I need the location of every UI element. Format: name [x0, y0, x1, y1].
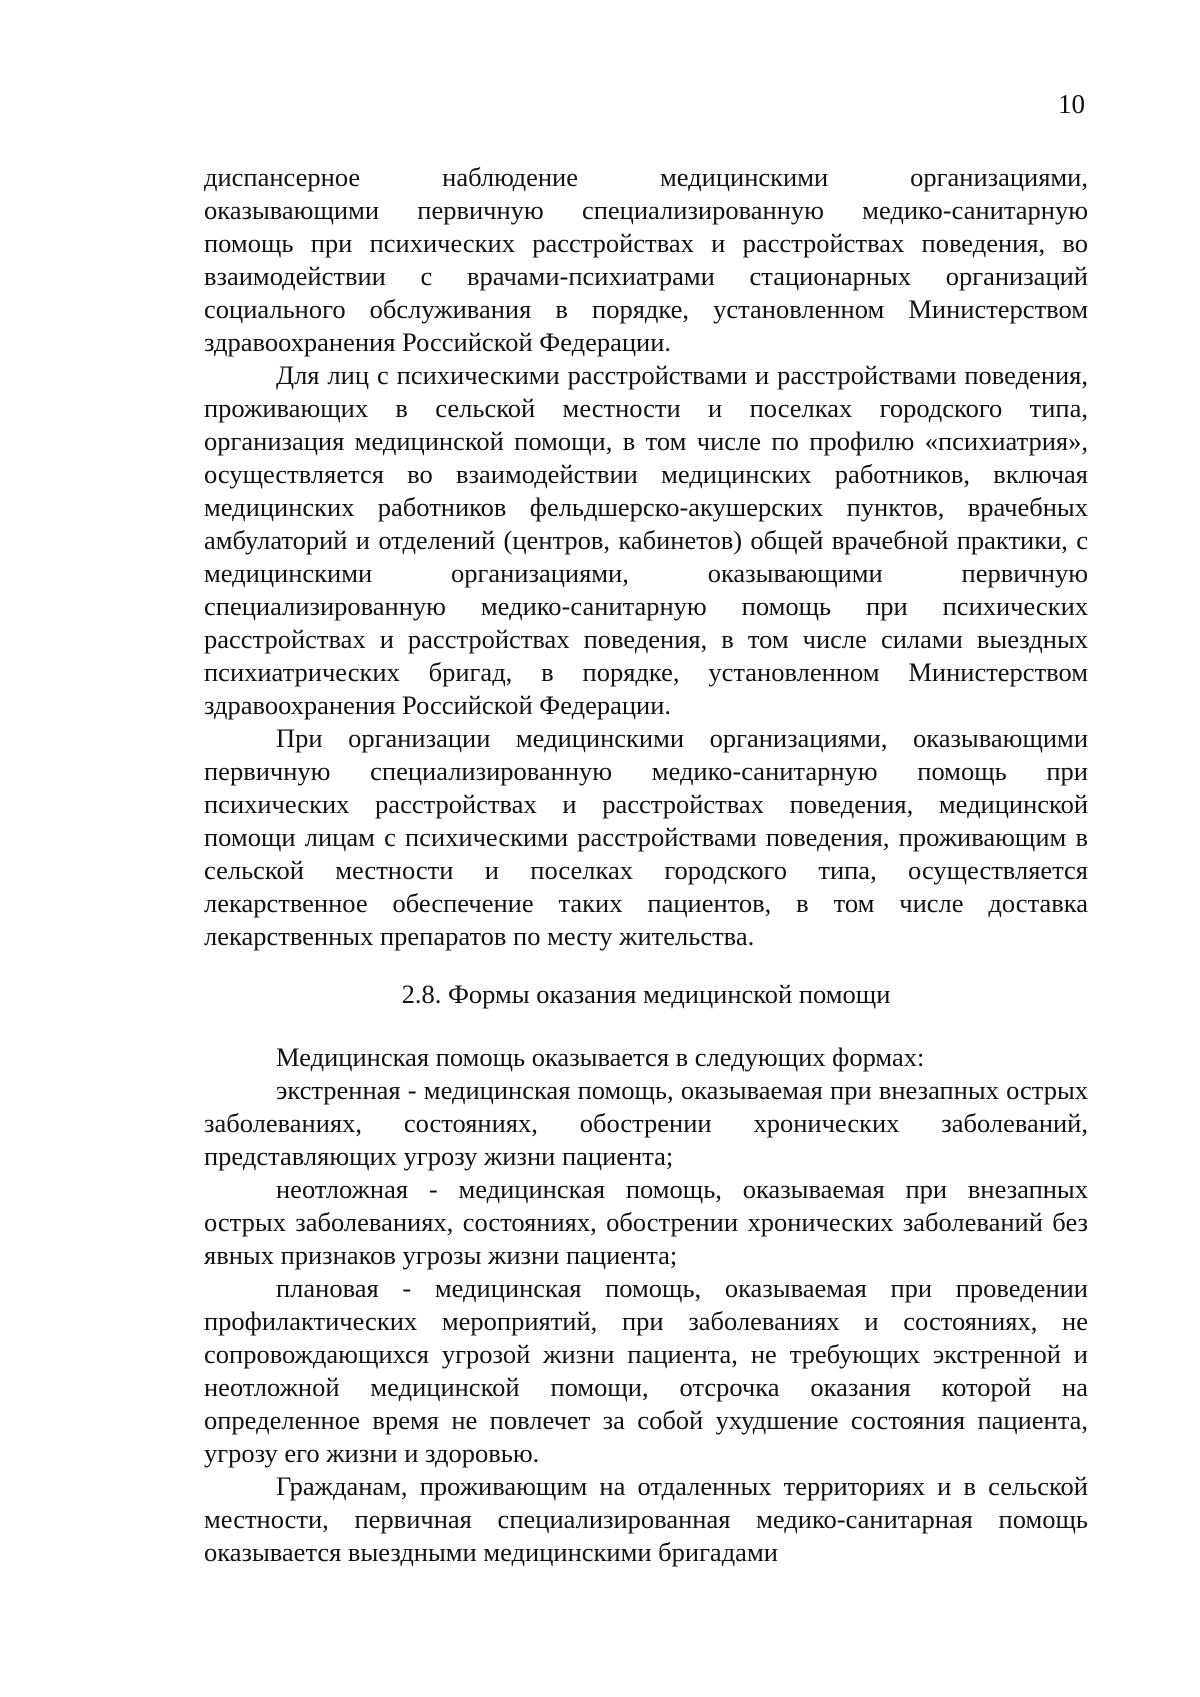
paragraph-form-emergency: экстренная - медицинская помощь, оказываемая при внезапных острых заболеваниях, состояниях, обострении хронических заболеваний, представляющих угрозу жизни пациента;: [204, 1075, 1088, 1171]
paragraph-continuation: оказывающими первичную специализированную медико-санитарную помощь при психических расстройствах и расстройствах поведения, во взаимодействии с врачами-психиатрами стационарных организаций социального обслуживания в порядке, установленном Министерством здравоохранения Российской Федерации.: [204, 195, 1088, 357]
paragraph-remote-territories: Гражданам, проживающим на отдаленных территориях и в сельской местности, первичная специализированная медико-санитарная помощь оказывается выездными медицинскими бригадами: [204, 1471, 1088, 1567]
paragraph-continuation-first-line: диспансерное наблюдение медицинскими организациями,: [204, 162, 1088, 192]
paragraph-forms-intro: Медицинская помощь оказывается в следующих формах:: [276, 1042, 925, 1072]
paragraph-form-planned: плановая - медицинская помощь, оказываемая при проведении профилактических мероприятий, при заболеваниях и состояниях, не сопровождающихся угрозой жизни пациента, не требующих экстренной и неотложной медицинской помощи, отсрочка оказания которой на определенное время не повлечет за собой ухудшение состояния пациента, угрозу его жизни и здоровью.: [204, 1273, 1088, 1468]
document-body: [204, 161, 1088, 1569]
paragraph-rural-residents: Для лиц с психическими расстройствами и расстройствами поведения, проживающих в сельской местности и поселках городского типа, организация медицинской помощи, в том числе по профилю «психиатрия», осуществляется во взаимодействии медицинских работников, включая медицинских работников фельдшерско-акушерских пунктов, врачебных амбулаторий и отделений (центров, кабинетов) общей врачебной практики, с медицинскими организациями, оказывающими первичную специализированную медико-санитарную помощь при психических расстройствах и расстройствах поведения, в том числе силами выездных психиатрических бригад, в порядке, установленном Министерством здравоохранения Российской Федерации.: [204, 360, 1088, 720]
section-heading: 2.8. Формы оказания медицинской помощи: [401, 979, 891, 1009]
page-number: 10: [1058, 89, 1085, 119]
paragraph-drug-provision: При организации медицинскими организациями, оказывающими первичную специализированную медико-санитарную помощь при психических расстройствах и расстройствах поведения, медицинской помощи лицам с психическими расстройствами поведения, проживающим в сельской местности и поселках городского типа, осуществляется лекарственное обеспечение таких пациентов, в том числе доставка лекарственных препаратов по месту жительства.: [204, 723, 1088, 951]
paragraph-form-urgent: неотложная - медицинская помощь, оказываемая при внезапных острых заболеваниях, состояниях, обострении хронических заболеваний без явных признаков угрозы жизни пациента;: [204, 1174, 1088, 1270]
